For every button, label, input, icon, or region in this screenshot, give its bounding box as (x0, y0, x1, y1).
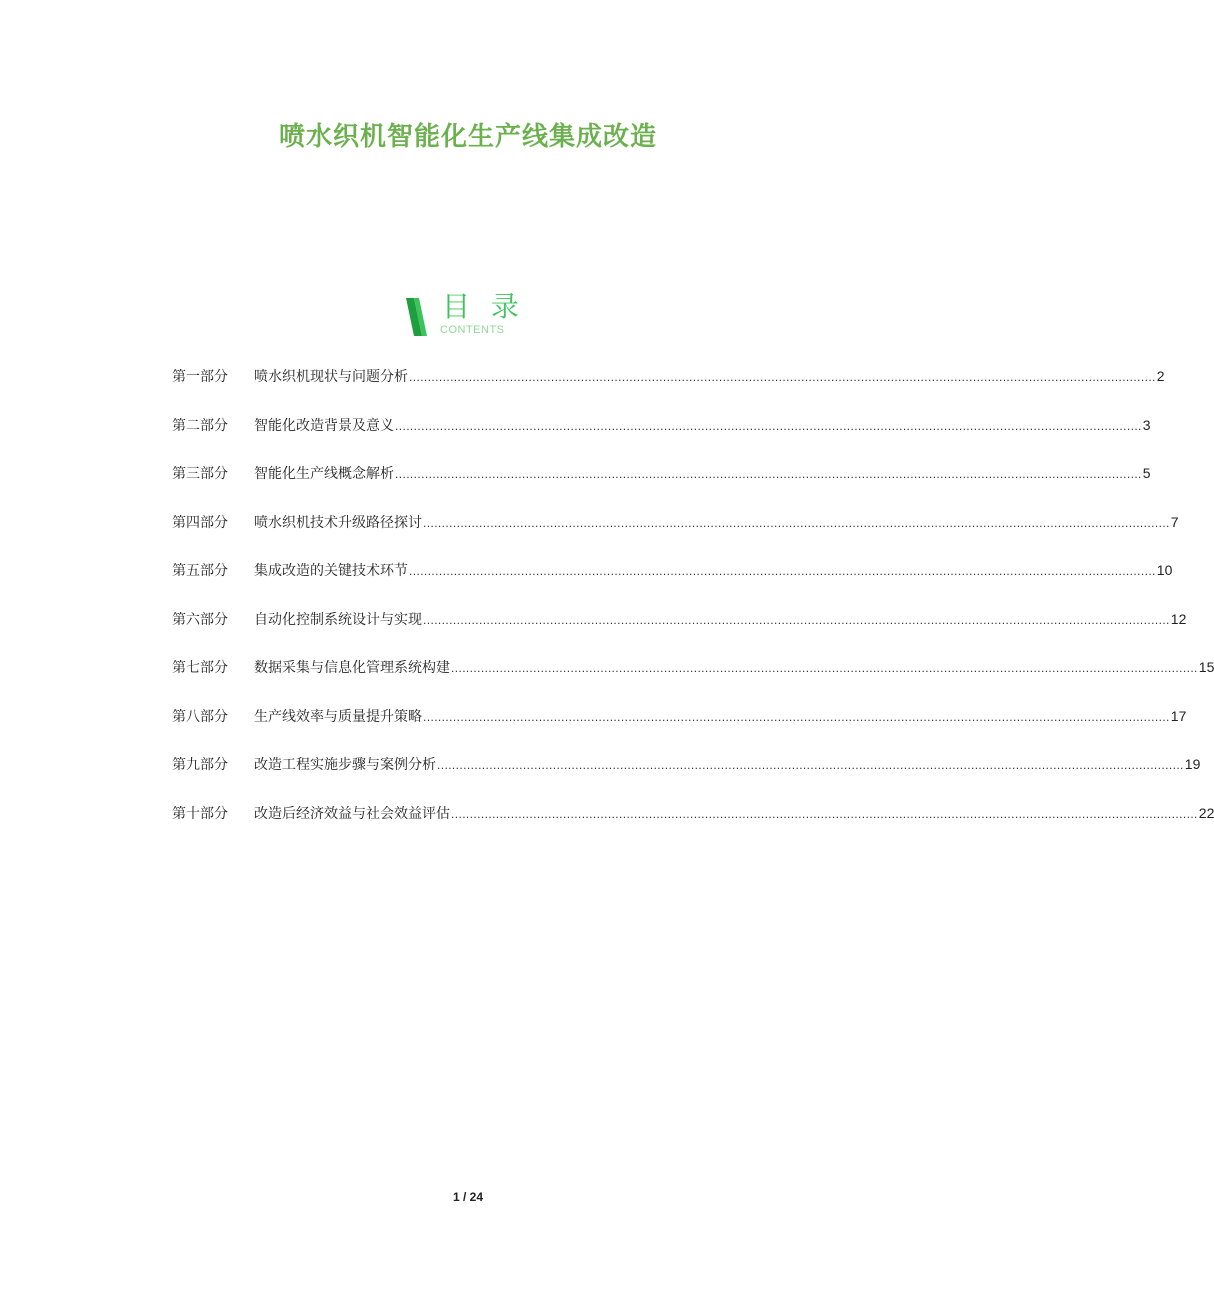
toc-page-number: 2 (1156, 368, 1165, 384)
toc-entry-title: 喷水织机现状与问题分析 (254, 369, 408, 385)
toc-part-label: 第四部分 (172, 514, 228, 531)
dot-leader: ........................................................................................................................................................................................................ (395, 467, 1142, 481)
toc-entry-9[interactable] (172, 754, 1201, 803)
toc-page-number: 12 (1170, 610, 1187, 627)
toc-page-number: 7 (1170, 513, 1179, 530)
toc-page-number: 10 (1156, 562, 1173, 578)
toc-entry-7[interactable] (172, 657, 1214, 706)
toc-part-label: 第三部分 (172, 466, 228, 482)
toc-entry-title: 喷水织机技术升级路径探讨 (254, 514, 422, 531)
toc-part-label: 第五部分 (172, 563, 228, 579)
toc-entry-6[interactable] (172, 609, 1187, 658)
dot-leader: ........................................................................................................................................................................................................ (423, 515, 1170, 530)
toc-entry-title: 生产线效率与质量提升策略 (254, 708, 422, 725)
toc-subtitle: CONTENTS (440, 324, 505, 336)
toc-page-number: 22 (1198, 804, 1214, 821)
toc-page-number: 5 (1142, 465, 1151, 481)
toc-entry-title: 集成改造的关键技术环节 (254, 563, 408, 579)
toc-entry-2[interactable] (172, 415, 1151, 464)
toc-page-number: 17 (1170, 707, 1187, 724)
dot-leader: ........................................................................................................................................................................................................ (409, 370, 1156, 384)
toc-part-label: 第一部分 (172, 369, 228, 385)
dot-leader: ........................................................................................................................................................................................................ (409, 564, 1156, 578)
toc-part-label: 第六部分 (172, 611, 228, 628)
toc-page-number: 15 (1198, 659, 1214, 675)
toc-part-label: 第九部分 (172, 757, 228, 773)
toc-part-label: 第二部分 (172, 417, 228, 434)
dot-leader: ........................................................................................................................................................................................................ (423, 612, 1170, 627)
toc-entry-5[interactable] (172, 560, 1173, 609)
dot-leader: ........................................................................................................................................................................................................ (451, 661, 1198, 675)
toc-header (406, 290, 526, 340)
toc-entry-10[interactable] (172, 803, 1214, 852)
toc-list (172, 366, 1214, 851)
dot-leader: ........................................................................................................................................................................................................ (423, 709, 1170, 724)
green-slanted-bar-icon (406, 298, 428, 336)
dot-leader: ........................................................................................................................................................................................................ (395, 418, 1142, 433)
toc-part-label: 第七部分 (172, 660, 228, 676)
dot-leader: ........................................................................................................................................................................................................ (437, 758, 1184, 772)
toc-part-label: 第八部分 (172, 708, 228, 725)
toc-entry-title: 自动化控制系统设计与实现 (254, 611, 422, 628)
toc-entry-title: 智能化生产线概念解析 (254, 466, 394, 482)
toc-part-label: 第十部分 (172, 805, 228, 822)
toc-page-number: 19 (1184, 756, 1201, 772)
toc-entry-title: 改造后经济效益与社会效益评估 (254, 805, 450, 822)
toc-entry-1[interactable] (172, 366, 1165, 415)
toc-entry-4[interactable] (172, 512, 1179, 561)
toc-entry-title: 智能化改造背景及意义 (254, 417, 394, 434)
toc-title: 目 录 (442, 290, 525, 323)
document-title: 喷水织机智能化生产线集成改造 (278, 122, 657, 152)
toc-entry-title: 改造工程实施步骤与案例分析 (254, 757, 436, 773)
toc-entry-title: 数据采集与信息化管理系统构建 (254, 660, 450, 676)
page-indicator: 1 / 24 (452, 1190, 484, 1204)
toc-entry-3[interactable] (172, 463, 1151, 512)
toc-page-number: 3 (1142, 416, 1151, 433)
toc-entry-8[interactable] (172, 706, 1187, 755)
dot-leader: ........................................................................................................................................................................................................ (451, 806, 1198, 821)
